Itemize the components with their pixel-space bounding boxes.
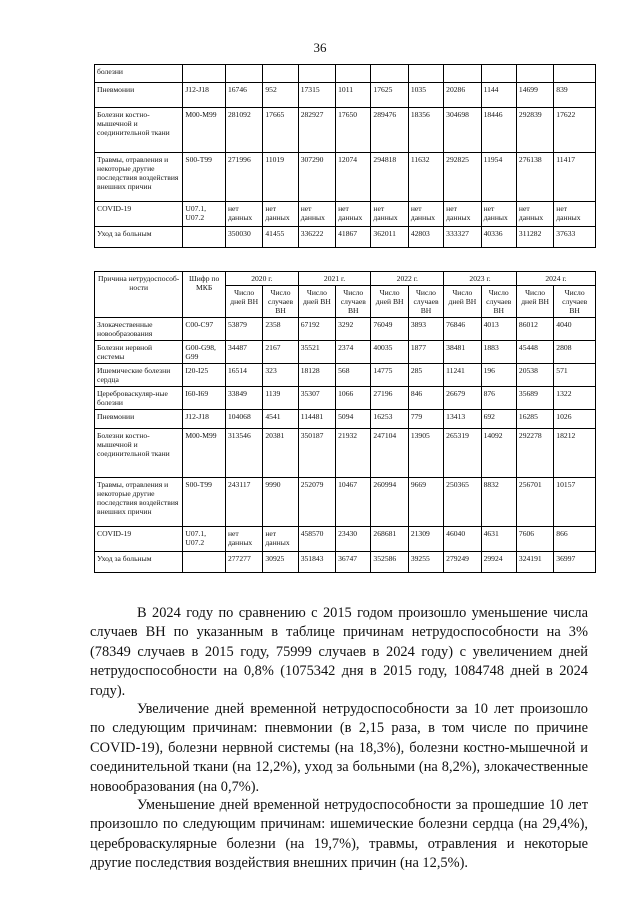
paragraph-increase: [90, 700, 588, 797]
value-cell: 1139: [263, 387, 298, 410]
table-row: [95, 387, 596, 410]
sick-leave-table-part2: [94, 271, 596, 573]
value-cell: 307290: [298, 153, 335, 202]
value-cell: 243117: [225, 478, 262, 527]
value-cell: 40336: [481, 227, 516, 248]
value-cell: 4631: [481, 527, 516, 552]
value-cell: 260994: [371, 478, 408, 527]
header-days: Число дней ВН: [444, 286, 481, 318]
value-cell: 41455: [263, 227, 298, 248]
value-cell: 14092: [481, 429, 516, 478]
value-cell: 18212: [554, 429, 596, 478]
header-cases: Число случаев ВН: [336, 286, 371, 318]
value-cell: 285: [408, 364, 443, 387]
value-cell: 952: [263, 83, 298, 108]
cause-cell: Уход за больным: [95, 552, 183, 573]
table-row: [95, 83, 596, 108]
value-cell: 1883: [481, 341, 516, 364]
table-row: [95, 364, 596, 387]
value-cell: 876: [481, 387, 516, 410]
value-cell: 29924: [481, 552, 516, 573]
icd-code-cell: I20-I25: [183, 364, 226, 387]
table-row: [95, 410, 596, 429]
icd-code-cell: [183, 227, 226, 248]
value-cell: нет данных: [298, 202, 335, 227]
page-number: 36: [313, 40, 327, 55]
value-cell: 292825: [444, 153, 481, 202]
value-cell: 104068: [225, 410, 262, 429]
value-cell: 281092: [225, 108, 262, 153]
header-year-2022: 2022 г.: [371, 272, 444, 286]
value-cell: нет данных: [516, 202, 553, 227]
value-cell: 30925: [263, 552, 298, 573]
value-cell: 9669: [408, 478, 443, 527]
value-cell: 14699: [516, 83, 553, 108]
value-cell: 1877: [408, 341, 443, 364]
value-cell: [336, 65, 371, 83]
value-cell: 333327: [444, 227, 481, 248]
value-cell: 7606: [516, 527, 553, 552]
value-cell: 256701: [516, 478, 553, 527]
value-cell: 268681: [371, 527, 408, 552]
header-cause: Причина нетрудоспособ-ности: [95, 272, 183, 318]
cause-cell: COVID-19: [95, 202, 183, 227]
value-cell: 362011: [371, 227, 408, 248]
value-cell: 324191: [516, 552, 553, 573]
cause-cell: Уход за больным: [95, 227, 183, 248]
value-cell: 23430: [336, 527, 371, 552]
header-year-2023: 2023 г.: [444, 272, 517, 286]
value-cell: 42803: [408, 227, 443, 248]
cause-cell: болезни: [95, 65, 183, 83]
value-cell: 11632: [408, 153, 443, 202]
value-cell: 37633: [554, 227, 596, 248]
value-cell: 2808: [554, 341, 596, 364]
cause-cell: Ишемические болезни сердца: [95, 364, 183, 387]
value-cell: 40035: [371, 341, 408, 364]
value-cell: 38481: [444, 341, 481, 364]
value-cell: [371, 65, 408, 83]
table-row: [95, 341, 596, 364]
value-cell: 304698: [444, 108, 481, 153]
value-cell: 282927: [298, 108, 335, 153]
header-code: Шифр по МКБ: [183, 272, 226, 318]
value-cell: 196: [481, 364, 516, 387]
value-cell: нет данных: [408, 202, 443, 227]
value-cell: 21932: [336, 429, 371, 478]
value-cell: 250365: [444, 478, 481, 527]
value-cell: 17622: [554, 108, 596, 153]
table-row: [95, 552, 596, 573]
value-cell: 17665: [263, 108, 298, 153]
value-cell: нет данных: [263, 202, 298, 227]
value-cell: 4040: [554, 318, 596, 341]
value-cell: [298, 65, 335, 83]
table-row: [95, 227, 596, 248]
value-cell: 10467: [336, 478, 371, 527]
value-cell: 33849: [225, 387, 262, 410]
value-cell: 5094: [336, 410, 371, 429]
value-cell: 571: [554, 364, 596, 387]
value-cell: 252079: [298, 478, 335, 527]
cause-cell: Болезни костно-мышечной и соединительной ткани: [95, 429, 183, 478]
value-cell: 34487: [225, 341, 262, 364]
value-cell: нет данных: [444, 202, 481, 227]
value-cell: 18446: [481, 108, 516, 153]
value-cell: 336222: [298, 227, 335, 248]
value-cell: 866: [554, 527, 596, 552]
header-days: Число дней ВН: [371, 286, 408, 318]
value-cell: 839: [554, 83, 596, 108]
value-cell: 114481: [298, 410, 335, 429]
value-cell: 35521: [298, 341, 335, 364]
value-cell: 2167: [263, 341, 298, 364]
value-cell: 2358: [263, 318, 298, 341]
value-cell: 8832: [481, 478, 516, 527]
value-cell: 289476: [371, 108, 408, 153]
value-cell: 1035: [408, 83, 443, 108]
value-cell: [408, 65, 443, 83]
value-cell: 20381: [263, 429, 298, 478]
value-cell: 846: [408, 387, 443, 410]
cause-cell: Пневмонии: [95, 83, 183, 108]
icd-code-cell: J12-J18: [183, 410, 226, 429]
icd-code-cell: [183, 65, 226, 83]
cause-cell: Болезни нервной системы: [95, 341, 183, 364]
value-cell: [516, 65, 553, 83]
value-cell: 21309: [408, 527, 443, 552]
cause-cell: Травмы, отравления и некоторые другие последствия воздействия внешних причин: [95, 153, 183, 202]
icd-code-cell: S00-T99: [183, 153, 226, 202]
value-cell: 3292: [336, 318, 371, 341]
value-cell: 16285: [516, 410, 553, 429]
icd-code-cell: M00-M99: [183, 429, 226, 478]
value-cell: 76846: [444, 318, 481, 341]
value-cell: 11019: [263, 153, 298, 202]
value-cell: 46040: [444, 527, 481, 552]
value-cell: 26679: [444, 387, 481, 410]
value-cell: [481, 65, 516, 83]
header-days: Число дней ВН: [225, 286, 262, 318]
value-cell: 1144: [481, 83, 516, 108]
value-cell: 1026: [554, 410, 596, 429]
icd-code-cell: M00-M99: [183, 108, 226, 153]
value-cell: 12074: [336, 153, 371, 202]
header-cases: Число случаев ВН: [554, 286, 596, 318]
value-cell: нет данных: [225, 527, 262, 552]
value-cell: 779: [408, 410, 443, 429]
value-cell: 1011: [336, 83, 371, 108]
table-row: [95, 202, 596, 227]
value-cell: 1066: [336, 387, 371, 410]
value-cell: 17650: [336, 108, 371, 153]
value-cell: [263, 65, 298, 83]
cause-cell: COVID-19: [95, 527, 183, 552]
value-cell: 568: [336, 364, 371, 387]
value-cell: 294818: [371, 153, 408, 202]
value-cell: [444, 65, 481, 83]
cause-cell: Болезни костно-мышечной и соединительной ткани: [95, 108, 183, 153]
value-cell: 35689: [516, 387, 553, 410]
icd-code-cell: [183, 552, 226, 573]
value-cell: 11241: [444, 364, 481, 387]
value-cell: 351843: [298, 552, 335, 573]
value-cell: 17625: [371, 83, 408, 108]
value-cell: нет данных: [263, 527, 298, 552]
value-cell: 313546: [225, 429, 262, 478]
value-cell: 17315: [298, 83, 335, 108]
value-cell: 13905: [408, 429, 443, 478]
value-cell: 3893: [408, 318, 443, 341]
value-cell: 352586: [371, 552, 408, 573]
value-cell: 11954: [481, 153, 516, 202]
icd-code-cell: U07.1, U07.2: [183, 527, 226, 552]
value-cell: 292278: [516, 429, 553, 478]
header-cases: Число случаев ВН: [263, 286, 298, 318]
value-cell: 39255: [408, 552, 443, 573]
value-cell: 458570: [298, 527, 335, 552]
header-days: Число дней ВН: [298, 286, 335, 318]
value-cell: 4013: [481, 318, 516, 341]
value-cell: 265319: [444, 429, 481, 478]
value-cell: [554, 65, 596, 83]
value-cell: нет данных: [225, 202, 262, 227]
value-cell: 279249: [444, 552, 481, 573]
value-cell: 20286: [444, 83, 481, 108]
value-cell: 41867: [336, 227, 371, 248]
icd-code-cell: S00-T99: [183, 478, 226, 527]
value-cell: нет данных: [371, 202, 408, 227]
value-cell: 4541: [263, 410, 298, 429]
paragraph-summary: [90, 604, 588, 701]
value-cell: 36747: [336, 552, 371, 573]
value-cell: 2374: [336, 341, 371, 364]
value-cell: нет данных: [481, 202, 516, 227]
table-row: [95, 153, 596, 202]
cause-cell: Травмы, отравления и некоторые другие последствия воздействия внешних причин: [95, 478, 183, 527]
paragraph-decrease: [90, 796, 588, 874]
sick-leave-table-part1: [94, 64, 596, 248]
icd-code-cell: G00-G98, G99: [183, 341, 226, 364]
value-cell: 350030: [225, 227, 262, 248]
value-cell: 53879: [225, 318, 262, 341]
value-cell: 10157: [554, 478, 596, 527]
value-cell: нет данных: [336, 202, 371, 227]
value-cell: 277277: [225, 552, 262, 573]
value-cell: [225, 65, 262, 83]
value-cell: 45448: [516, 341, 553, 364]
value-cell: 276138: [516, 153, 553, 202]
icd-code-cell: I60-I69: [183, 387, 226, 410]
table-row: [95, 527, 596, 552]
value-cell: 271996: [225, 153, 262, 202]
paragraph-text: Увеличение дней временной нетрудоспособности за 10 лет произошло по следующим причинам: пневмонии (в 2,15 раза, в том числе по причине COVID-19), болезни нервной системы (на 18,3%), болезни костно-мышечной и соединительной ткани (на 12,2%), уход за больными (на 8,2%), злокачественные новообразования (на 0,7%).: [90, 701, 588, 795]
header-cases: Число случаев ВН: [408, 286, 443, 318]
value-cell: 27196: [371, 387, 408, 410]
table-row: [95, 429, 596, 478]
icd-code-cell: J12-J18: [183, 83, 226, 108]
paragraph-text: В 2024 году по сравнению с 2015 годом произошло уменьшение числа случаев ВН по указанным в таблице причинам нетрудоспособности на 3% (78349 случаев в 2015 году, 75999 случаев в 2024 году) с увеличением дней нетрудоспособности на 0,8% (1075342 дня в 2015 году, 1084748 дней в 2024 году).: [90, 605, 588, 699]
value-cell: 67192: [298, 318, 335, 341]
value-cell: 36997: [554, 552, 596, 573]
cause-cell: Злокачественные новообразования: [95, 318, 183, 341]
header-days: Число дней ВН: [516, 286, 553, 318]
value-cell: 323: [263, 364, 298, 387]
paragraph-text: Уменьшение дней временной нетрудоспособности за прошедшие 10 лет произошло по следующим причинам: ишемические болезни сердца (на 29,4%), цереброваскулярные болезни (на 19,7%), травмы, отравления и некоторые другие последствия воздействия внешних причин (на 12,5%).: [90, 797, 588, 872]
value-cell: нет данных: [554, 202, 596, 227]
value-cell: 247104: [371, 429, 408, 478]
table-row: [95, 108, 596, 153]
header-year-2020: 2020 г.: [225, 272, 298, 286]
cause-cell: Цереброваскуляр-ные болезни: [95, 387, 183, 410]
value-cell: 16253: [371, 410, 408, 429]
value-cell: 11417: [554, 153, 596, 202]
header-row-years: [95, 272, 596, 286]
value-cell: 18128: [298, 364, 335, 387]
value-cell: 18356: [408, 108, 443, 153]
value-cell: 76049: [371, 318, 408, 341]
value-cell: 13413: [444, 410, 481, 429]
cause-cell: Пневмонии: [95, 410, 183, 429]
header-year-2024: 2024 г.: [516, 272, 595, 286]
header-year-2021: 2021 г.: [298, 272, 371, 286]
value-cell: 16514: [225, 364, 262, 387]
icd-code-cell: C00-C97: [183, 318, 226, 341]
table-row: [95, 65, 596, 83]
table-row: [95, 318, 596, 341]
value-cell: 311282: [516, 227, 553, 248]
value-cell: 9990: [263, 478, 298, 527]
header-cases: Число случаев ВН: [481, 286, 516, 318]
value-cell: 16746: [225, 83, 262, 108]
value-cell: 292839: [516, 108, 553, 153]
value-cell: 20538: [516, 364, 553, 387]
table-row: [95, 478, 596, 527]
value-cell: 14775: [371, 364, 408, 387]
value-cell: 692: [481, 410, 516, 429]
value-cell: 350187: [298, 429, 335, 478]
value-cell: 35307: [298, 387, 335, 410]
value-cell: 86012: [516, 318, 553, 341]
value-cell: 1322: [554, 387, 596, 410]
icd-code-cell: U07.1, U07.2: [183, 202, 226, 227]
